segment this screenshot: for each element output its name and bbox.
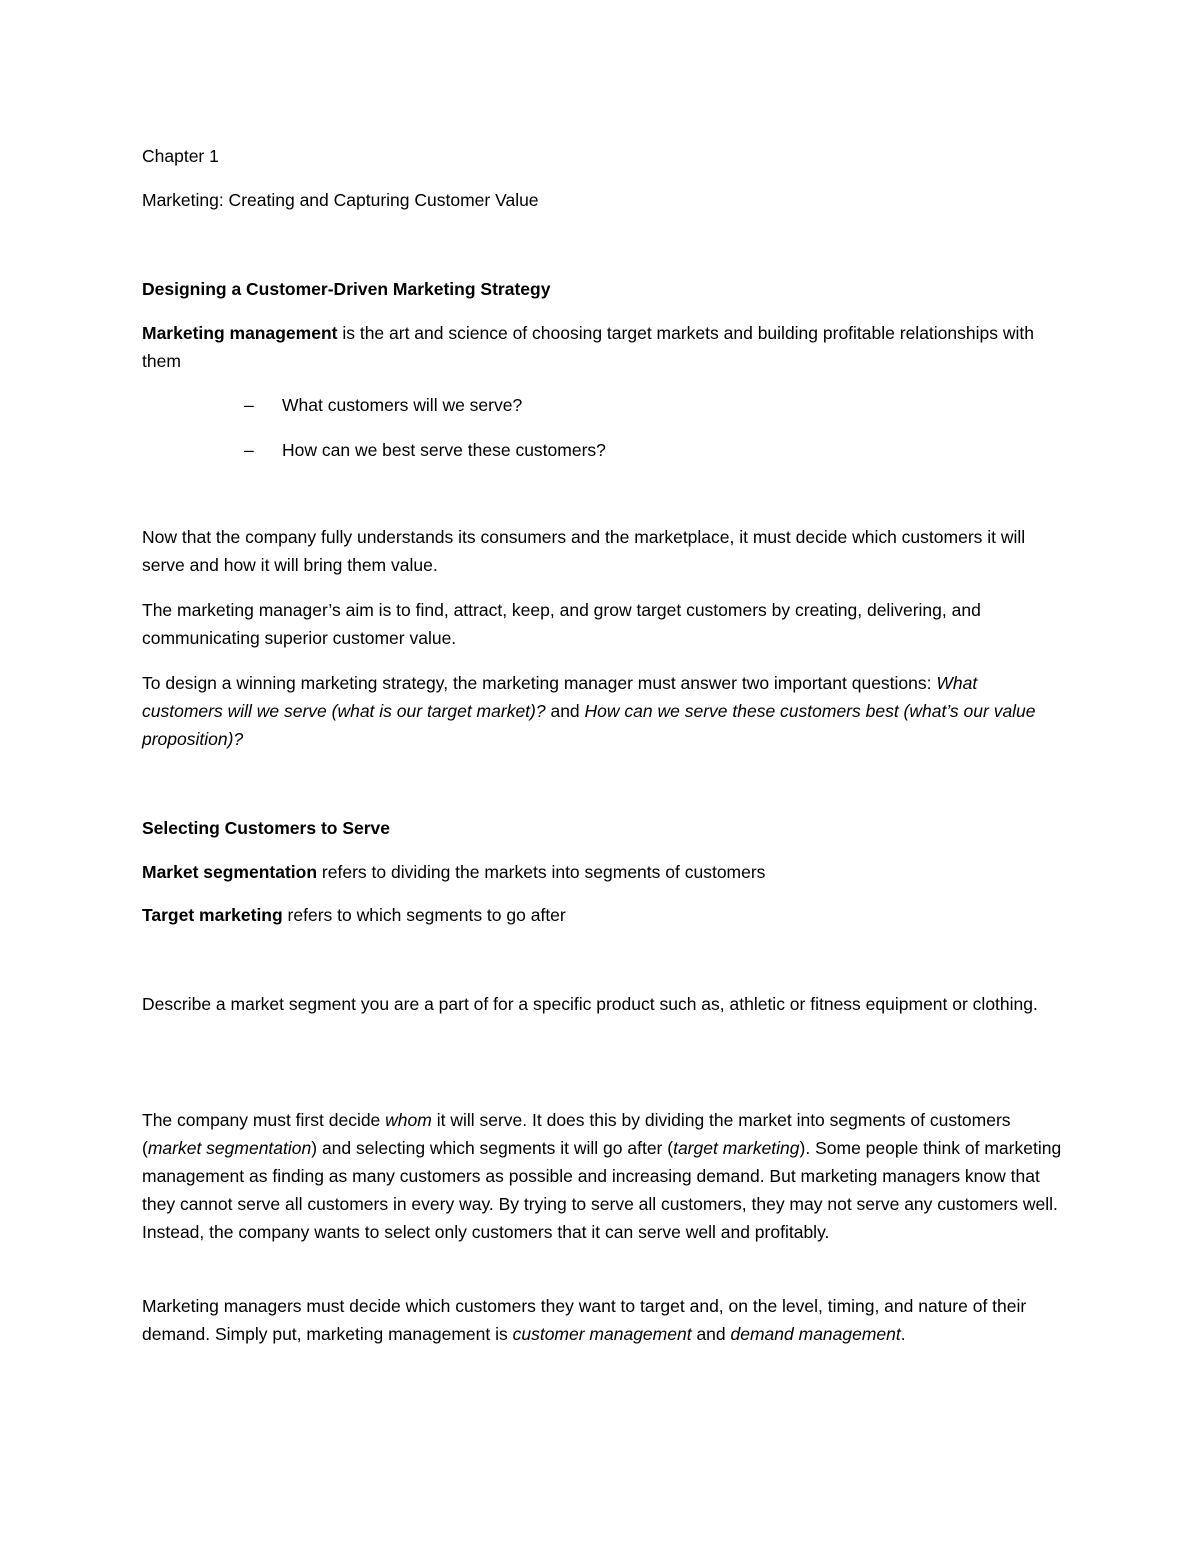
p1-target-marketing: target marketing — [673, 1138, 800, 1158]
questions-lead: To design a winning marketing strategy, the marketing manager must answer two important questions: — [142, 673, 937, 693]
p1-whom: whom — [385, 1110, 432, 1130]
chapter-label: Chapter 1 — [142, 146, 219, 166]
definition-marketing-management — [142, 319, 1062, 375]
bullet-text: How can we best serve these customers? — [282, 440, 606, 460]
bullet-item — [244, 391, 1044, 419]
term-target-marketing: Target marketing — [142, 905, 283, 925]
p1-market-segmentation: market segmentation — [147, 1138, 312, 1158]
question-target-market: What customers will we serve (what is our target market)? — [142, 673, 978, 721]
p1-text-c: ) and selecting which segments it will go after ( — [311, 1138, 674, 1158]
definition-market-segmentation — [142, 858, 1062, 886]
questions-and: and — [545, 701, 585, 721]
definition-target-marketing — [142, 901, 1062, 929]
paragraph-customer-demand — [142, 1292, 1062, 1348]
p2-text-a: Marketing managers must decide which customers they want to target and, on the level, timing, and nature of their demand. Simply put, marketing management is — [142, 1296, 1027, 1344]
target-marketing-text: refers to which segments to go after — [282, 905, 566, 925]
p1-text-b: it will serve. It does this by dividing the market into segments of customers ( — [142, 1110, 1011, 1158]
section-heading-selecting — [142, 814, 1062, 842]
section-heading-strategy-text: Designing a Customer-Driven Marketing Strategy — [142, 279, 551, 299]
section-heading-selecting-text: Selecting Customers to Serve — [142, 818, 390, 838]
term-market-segmentation: Market segmentation — [142, 862, 318, 882]
p2-end: . — [900, 1324, 906, 1344]
chapter-subtitle: Marketing: Creating and Capturing Customer Value — [142, 190, 539, 210]
p2-demand-management: demand management — [730, 1324, 901, 1344]
definition-text: is the art and science of choosing target markets and building profitable relationships with them — [142, 323, 1034, 371]
bullet-text: What customers will we serve? — [282, 395, 523, 415]
p1-text-a: The company must first decide — [142, 1110, 386, 1130]
bullet-item — [244, 436, 1044, 464]
paragraph-strategy-questions — [142, 669, 1062, 753]
paragraph-manager-aim: The marketing manager’s aim is to find, attract, keep, and grow target customers by creating, delivering, and communicating superior customer value. — [142, 600, 981, 648]
dash-marker: – — [244, 440, 254, 460]
paragraph-consumers: Now that the company fully understands its consumers and the marketplace, it must decide which customers it will serve and how it will bring them value. — [142, 527, 1026, 575]
p1-text-d: ). Some people think of marketing management as finding as many customers as possible and increasing demand. But marketing managers know that they cannot serve all customers in every way. By trying to serve all customers, they may not serve any customers well. Instead, the company wants to select only customers that it can serve well and profitably. — [142, 1138, 1062, 1242]
dash-marker: – — [244, 395, 254, 415]
paragraph-company-decide — [142, 1106, 1062, 1246]
p2-customer-management: customer management — [512, 1324, 692, 1344]
section-heading-strategy — [142, 275, 1062, 303]
p2-and: and — [691, 1324, 731, 1344]
segmentation-text: refers to dividing the markets into segments of customers — [317, 862, 766, 882]
prompt-describe-segment: Describe a market segment you are a part of for a specific product such as, athletic or fitness equipment or clothing. — [142, 994, 1038, 1014]
question-value-proposition: How can we serve these customers best (what’s our value proposition)? — [142, 701, 1036, 749]
term-marketing-management: Marketing management — [142, 323, 338, 343]
